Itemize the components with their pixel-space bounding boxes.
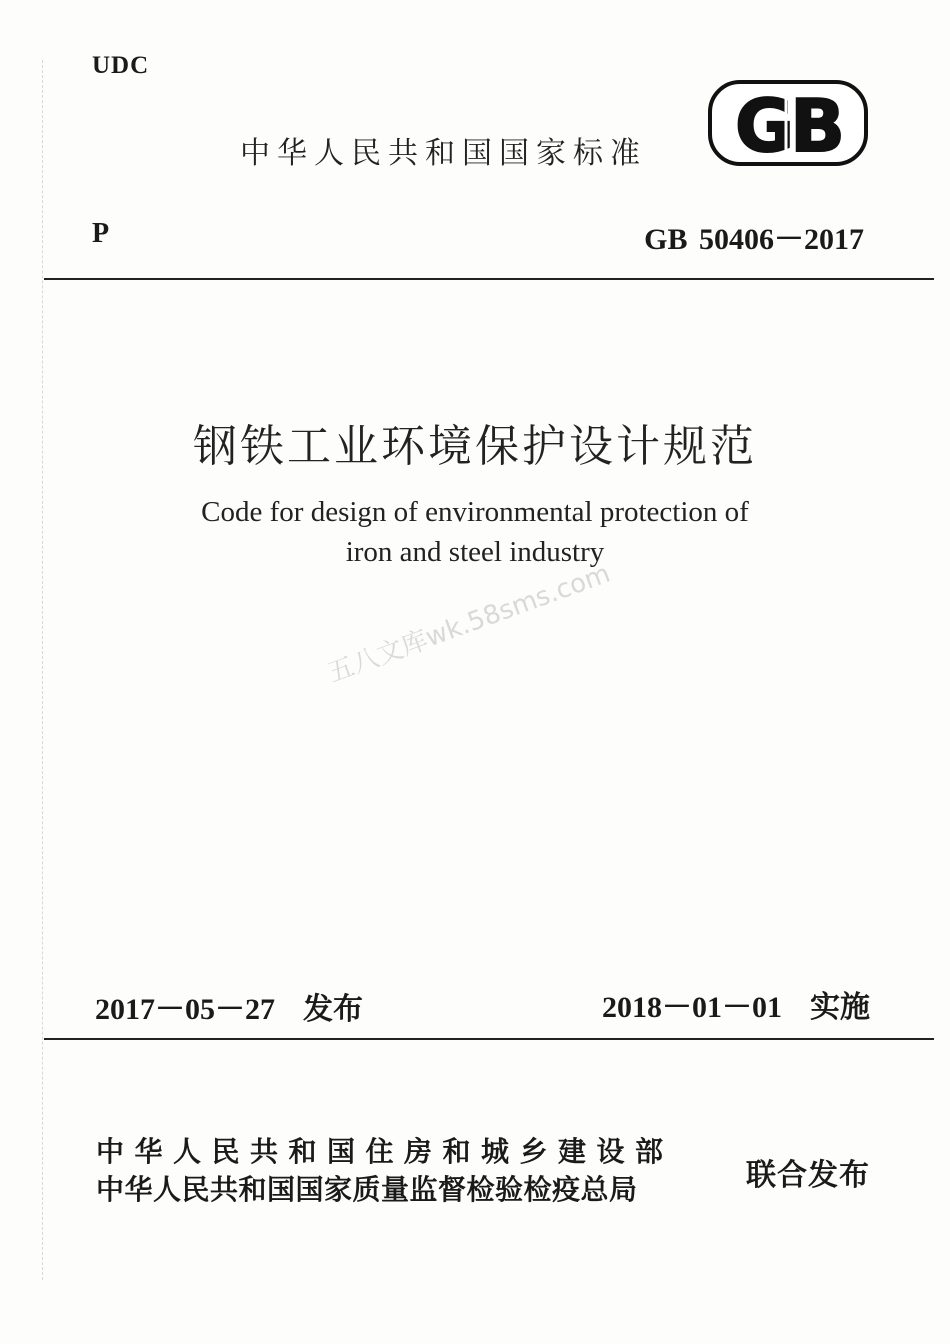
title-chinese: 钢铁工业环境保护设计规范 [193,422,757,471]
publisher-2: 中华人民共和国国家质量监督检验检疫总局 [96,1173,638,1206]
publisher-1: 中华人民共和国住房和城乡建设部 [96,1135,674,1168]
standard-number: GB 50406－2017 [644,223,864,256]
publishers [96,1133,674,1209]
issue-date: 2017－05－27 [95,993,275,1026]
issue-date-block [95,984,363,1028]
gb-logo-text: GB [735,84,841,166]
joint-issue-label: 联合发布 [746,1158,870,1193]
page-edge [42,60,43,1280]
watermark: 五八文库wk.58sms.com [324,558,615,689]
bottom-divider [44,1038,934,1040]
category-code: P [92,218,110,249]
issue-label: 发布 [303,992,363,1027]
udc-label: UDC [92,52,150,79]
effective-date-block [602,982,870,1026]
effective-label: 实施 [810,990,870,1025]
title-english-line-2: iron and steel industry [345,536,605,568]
gb-logo [708,80,868,166]
national-standard-heading: 中华人民共和国国家标准 [240,136,647,171]
effective-date: 2018－01－01 [602,991,782,1024]
title-english-line-1: Code for design of environmental protection of [201,496,749,528]
top-divider [44,278,934,280]
title-english [0,492,950,572]
